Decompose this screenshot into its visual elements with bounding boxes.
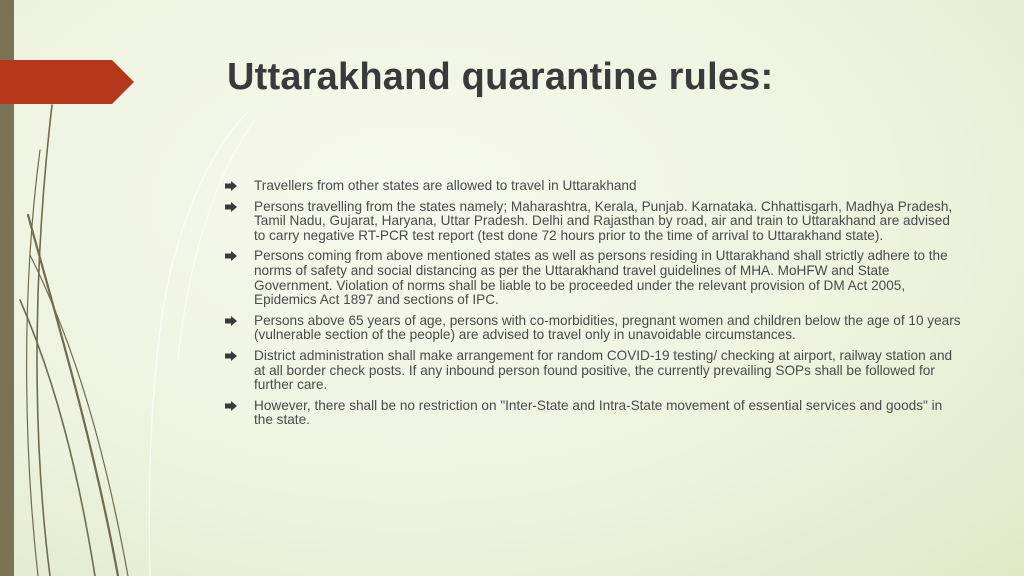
bullet-text: District administration shall make arrangement for random COVID-19 testing/ checking at airport, railway station and at all border check posts. If any inbound person found positive, the currently prevailing SOPs shall be followed for further care. (254, 347, 953, 393)
arrow-right-bullet-icon (225, 202, 237, 212)
arrow-right-bullet-icon (225, 181, 237, 191)
bullet-item (224, 314, 962, 343)
bullet-list (224, 179, 962, 434)
bullet-text: Persons travelling from the states namely; Maharashtra, Kerala, Punjab. Karnataka. Chhattisgarh, Madhya Pradesh, Tamil Nadu, Gujarat, Haryana, Uttar Pradesh. Delhi and Rajasthan by road, air and train to Uttarakhand are advised to carry negative RT-PCR test report (test done 72 hours prior to the time of arrival to Uttarakhand state). (254, 198, 953, 243)
arrow-right-bullet-icon (225, 401, 237, 411)
bullet-text: Persons coming from above mentioned states as well as persons residing in Uttarakhand shall strictly adhere to the norms of safety and social distancing as per the Uttarakhand travel guidelines of MHA. MoHFW and State Government. Violation of norms shall be liable to be proceeded under the relevant provision of DM Act 2005, Epidemics Act 1897 and sections of IPC. (254, 248, 948, 308)
bullet-item (224, 349, 962, 393)
bullet-item (224, 249, 962, 307)
arrow-right-bullet-icon (225, 351, 237, 361)
bullet-item (224, 399, 962, 428)
bullet-item (224, 179, 962, 194)
arrow-right-bullet-icon (225, 316, 237, 326)
bullet-text: However, there shall be no restriction on "Inter-State and Intra-State movement of essential services and goods" in the state. (254, 397, 943, 428)
bullet-item (224, 200, 962, 244)
bullet-text: Persons above 65 years of age, persons with co-morbidities, pregnant women and children below the age of 10 years (vulnerable section of the people) are advised to travel only in unavoidable circumstances. (254, 312, 961, 343)
title-arrow-shape (0, 60, 134, 104)
bullet-text: Travellers from other states are allowed to travel in Uttarakhand (254, 178, 637, 193)
slide-title: Uttarakhand quarantine rules: (227, 56, 774, 98)
arrow-right-bullet-icon (225, 251, 237, 261)
